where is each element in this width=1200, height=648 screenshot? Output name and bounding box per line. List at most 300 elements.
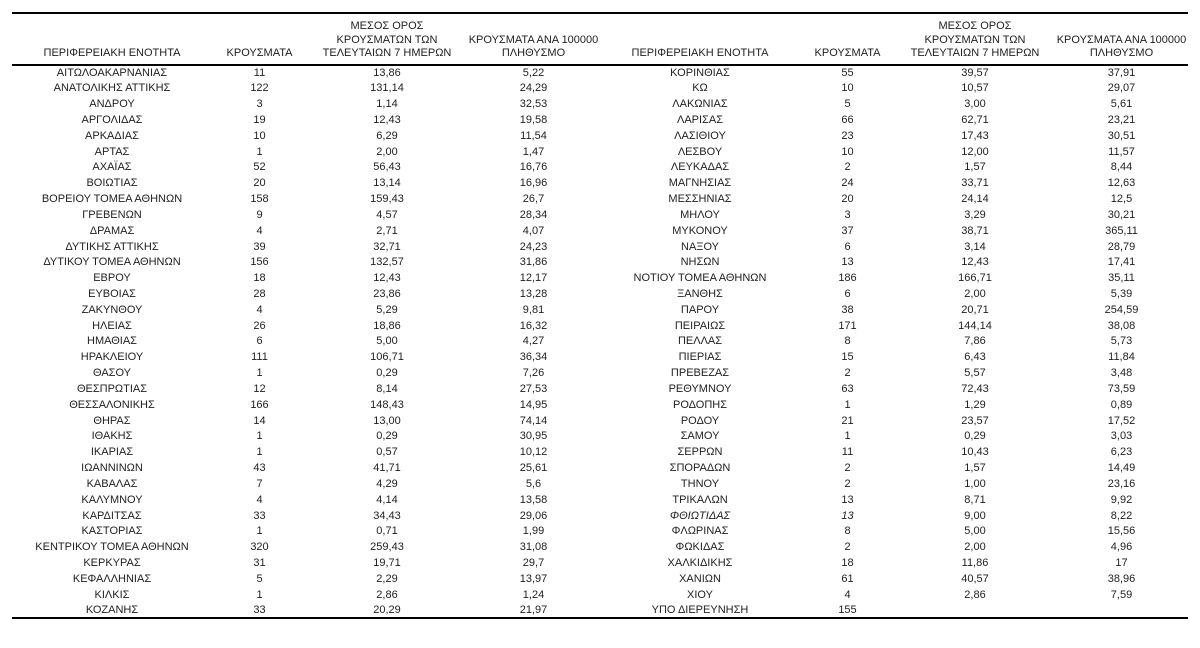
table-row (12, 159, 1188, 175)
table-row (12, 381, 1188, 397)
cases-cell: 1 (256, 367, 263, 380)
cases-cell: 20 (253, 177, 266, 190)
table-row (12, 286, 1188, 302)
region-cell: ΕΒΡΟΥ (93, 272, 131, 285)
cases-cell: 6 (844, 240, 851, 253)
region-cell: ΧΑΝΙΩΝ (679, 572, 721, 585)
region-cell: ΕΥΒΟΙΑΣ (88, 288, 136, 300)
per100k-cell: 16,96 (519, 177, 548, 190)
region-cell: ΠΕΙΡΑΙΩΣ (674, 319, 726, 332)
region-cell: ΚΕΝΤΡΙΚΟΥ ΤΟΜΕΑ ΑΘΗΝΩΝ (35, 541, 189, 554)
table-row (12, 349, 1188, 365)
cases-cell: 18 (253, 272, 266, 285)
per100k-cell: 24,23 (519, 240, 548, 253)
region-cell: ΡΟΔΟΥ (680, 414, 720, 427)
per100k-cell: 23,21 (1107, 113, 1136, 126)
regional-cases-table (12, 12, 1188, 619)
region-cell: ΚΙΛΚΙΣ (94, 588, 130, 601)
region-cell: ΡΕΘΥΜΝΟΥ (668, 382, 732, 395)
avg7-cell: 40,57 (961, 572, 989, 585)
cases-cell: 4 (256, 224, 263, 237)
table-row (12, 603, 1188, 619)
region-cell: ΛΑΣΙΘΙΟΥ (674, 129, 726, 142)
cases-cell: 63 (841, 382, 854, 395)
per100k-cell: 27,53 (519, 382, 548, 395)
region-cell: ΒΟΙΩΤΙΑΣ (86, 177, 138, 190)
region-cell: ΑΝΑΤΟΛΙΚΗΣ ΑΤΤΙΚΗΣ (53, 82, 171, 95)
region-cell: ΠΙΕΡΙΑΣ (678, 351, 722, 364)
avg7-cell: 23,86 (373, 288, 401, 300)
cases-cell: 2 (844, 541, 851, 554)
avg7-cell: 5,00 (376, 335, 398, 348)
per100k-cell: 16,32 (519, 319, 548, 332)
region-cell: ΘΑΣΟΥ (92, 367, 132, 380)
cases-cell: 52 (253, 161, 266, 174)
per100k-cell: 4,27 (522, 335, 545, 348)
cases-cell: 24 (841, 177, 854, 190)
region-cell: ΧΙΟΥ (687, 588, 713, 601)
region-cell: ΑΡΤΑΣ (94, 145, 130, 158)
cases-cell: 3 (256, 98, 263, 111)
avg7-cell: 72,43 (961, 382, 989, 395)
per100k-cell: 3,48 (1110, 367, 1133, 380)
avg7-cell: 12,43 (961, 256, 989, 269)
per100k-cell: 38,96 (1107, 572, 1136, 585)
region-cell: ΙΚΑΡΙΑΣ (90, 446, 134, 459)
column-header (12, 13, 212, 65)
column-header (1055, 13, 1188, 65)
table-row (12, 571, 1188, 587)
cases-cell: 171 (838, 319, 857, 332)
cases-cell: 31 (253, 557, 266, 570)
region-cell: ΗΜΑΘΙΑΣ (87, 335, 137, 348)
avg7-cell: 4,29 (376, 477, 398, 490)
region-cell: ΜΑΓΝΗΣΙΑΣ (668, 177, 732, 190)
cases-cell: 1 (256, 525, 263, 538)
avg7-cell: 2,00 (964, 541, 986, 554)
region-cell: ΚΑΣΤΟΡΙΑΣ (81, 525, 143, 538)
cases-cell: 1 (844, 398, 851, 411)
region-cell: ΘΗΡΑΣ (93, 414, 131, 427)
cases-cell: 1 (844, 430, 851, 443)
region-cell: ΦΩΚΙΔΑΣ (675, 541, 725, 554)
cases-cell: 2 (844, 161, 851, 174)
cases-cell: 39 (253, 240, 266, 253)
per100k-cell: 15,56 (1107, 525, 1136, 538)
regional-cases-table-container (12, 12, 1188, 619)
avg7-cell: 0,29 (376, 430, 398, 443)
region-cell: ΓΡΕΒΕΝΩΝ (82, 208, 142, 221)
per100k-cell: 73,59 (1107, 382, 1136, 395)
avg7-cell: 0,29 (964, 430, 986, 443)
per100k-cell: 11,54 (520, 129, 547, 142)
per100k-cell: 12,17 (519, 272, 548, 285)
region-cell: ΑΡΚΑΔΙΑΣ (85, 129, 139, 142)
avg7-cell: 106,71 (370, 351, 404, 364)
cases-cell: 155 (838, 604, 857, 617)
per100k-cell: 13,97 (519, 572, 548, 585)
region-cell: ΤΗΝΟΥ (680, 477, 720, 490)
cases-cell: 111 (251, 351, 268, 364)
cases-cell: 11 (253, 66, 266, 79)
per100k-cell: 14,49 (1107, 462, 1136, 475)
region-cell: ΘΕΣΣΑΛΟΝΙΚΗΣ (69, 398, 155, 411)
avg7-cell: 0,29 (376, 367, 398, 380)
table-row (12, 112, 1188, 128)
avg7-cell: 41,71 (373, 462, 401, 475)
per100k-cell: 12,5 (1110, 193, 1133, 206)
column-header-line: ΠΛΗΘΥΣΜΟ (1089, 47, 1154, 59)
region-cell: ΔΥΤΙΚΗΣ ΑΤΤΙΚΗΣ (65, 240, 159, 253)
region-cell: ΝΑΞΟΥ (681, 240, 719, 253)
avg7-cell: 4,57 (376, 208, 398, 221)
cases-cell: 1 (256, 430, 263, 443)
region-cell: ΚΕΦΑΛΛΗΝΙΑΣ (72, 572, 152, 585)
cases-cell: 2 (844, 367, 851, 380)
region-cell: ΜΕΣΣΗΝΙΑΣ (668, 193, 732, 206)
per100k-cell: 6,23 (1110, 446, 1133, 459)
per100k-cell: 26,7 (522, 193, 545, 206)
region-cell: ΥΠΟ ΔΙΕΡΕΥΝΗΣΗ (651, 604, 749, 617)
cases-cell: 4 (844, 588, 851, 601)
avg7-cell: 12,43 (373, 272, 401, 285)
per100k-cell: 74,14 (519, 414, 548, 427)
region-cell: ΝΗΣΩΝ (680, 256, 720, 269)
column-header (800, 13, 895, 65)
per100k-cell: 17,41 (1107, 256, 1136, 269)
cases-cell: 6 (844, 288, 851, 300)
table-row (12, 223, 1188, 239)
per100k-cell: 21,97 (519, 604, 548, 617)
cases-cell: 38 (841, 303, 854, 316)
per100k-cell: 32,53 (519, 98, 548, 111)
per100k-cell (1055, 603, 1188, 619)
per100k-cell: 11,57 (1108, 145, 1135, 158)
per100k-cell: 25,61 (519, 462, 548, 475)
per100k-cell: 30,95 (519, 430, 548, 443)
per100k-cell: 38,08 (1107, 319, 1136, 332)
table-row (12, 318, 1188, 334)
region-cell: ΚΩ (692, 82, 708, 95)
cases-cell: 21 (841, 414, 854, 427)
table-row (12, 524, 1188, 540)
region-cell: ΣΠΟΡΑΔΩΝ (669, 462, 731, 475)
region-cell: ΚΑΒΑΛΑΣ (86, 477, 138, 490)
avg7-cell: 1,57 (964, 462, 986, 475)
table-row (12, 207, 1188, 223)
region-cell: ΘΕΣΠΡΩΤΙΑΣ (76, 382, 148, 395)
avg7-cell: 0,71 (376, 525, 398, 538)
avg7-cell: 12,43 (373, 113, 401, 126)
per100k-cell: 5,6 (525, 477, 542, 490)
cases-cell: 320 (250, 541, 269, 554)
per100k-cell: 1,24 (522, 588, 545, 601)
region-cell: ΠΡΕΒΕΖΑΣ (670, 367, 730, 380)
region-cell: ΜΗΛΟΥ (680, 208, 720, 221)
avg7-cell: 2,29 (376, 572, 398, 585)
region-cell: ΖΑΚΥΝΘΟΥ (81, 303, 143, 316)
cases-cell: 33 (253, 604, 266, 617)
avg7-cell: 259,43 (370, 541, 404, 554)
avg7-cell: 7,86 (964, 335, 986, 348)
region-cell: ΦΛΩΡΙΝΑΣ (671, 525, 729, 538)
per100k-cell: 1,99 (522, 525, 545, 538)
avg7-cell: 13,86 (373, 66, 401, 79)
per100k-cell: 9,81 (522, 303, 545, 316)
column-header-line: ΜΕΣΟΣ ΟΡΟΣ (350, 20, 424, 32)
per100k-cell: 37,91 (1107, 66, 1136, 79)
cases-cell: 9 (256, 208, 263, 221)
region-cell: ΚΟΖΑΝΗΣ (85, 604, 139, 617)
column-header-line: ΚΡΟΥΣΜΑΤΩΝ ΤΩΝ (336, 33, 438, 46)
table-row (12, 191, 1188, 207)
per100k-cell: 23,16 (1107, 477, 1136, 490)
cases-cell: 15 (841, 351, 854, 364)
per100k-cell: 7,59 (1110, 588, 1133, 601)
avg7-cell: 4,14 (376, 493, 398, 506)
table-body (12, 65, 1188, 619)
cases-cell: 8 (844, 525, 851, 538)
region-cell: ΒΟΡΕΙΟΥ ΤΟΜΕΑ ΑΘΗΝΩΝ (41, 193, 183, 206)
avg7-cell: 3,14 (964, 240, 986, 253)
avg7-cell: 56,43 (373, 161, 401, 174)
per100k-cell: 10,12 (519, 446, 548, 459)
avg7-cell: 3,29 (964, 208, 986, 221)
avg7-cell: 2,86 (964, 588, 986, 601)
cases-cell: 61 (841, 572, 854, 585)
avg7-cell: 2,86 (376, 588, 398, 601)
cases-cell: 13 (841, 509, 854, 522)
cases-cell: 10 (841, 82, 854, 95)
table-row (12, 144, 1188, 160)
table-row (12, 587, 1188, 603)
per100k-cell: 31,08 (519, 541, 548, 554)
per100k-cell: 5,61 (1110, 98, 1133, 111)
avg7-cell: 5,57 (964, 367, 986, 380)
region-cell: ΗΛΕΙΑΣ (92, 319, 132, 332)
region-cell: ΚΕΡΚΥΡΑΣ (83, 557, 141, 570)
region-cell: ΝΟΤΙΟΥ ΤΟΜΕΑ ΑΘΗΝΩΝ (633, 272, 767, 285)
per100k-cell: 17 (1115, 557, 1128, 570)
cases-cell: 23 (841, 129, 854, 142)
avg7-cell: 62,71 (961, 113, 989, 126)
per100k-cell: 5,22 (522, 66, 545, 79)
region-cell: ΡΟΔΟΠΗΣ (672, 398, 728, 411)
avg7-cell: 132,57 (370, 256, 404, 269)
avg7-cell: 10,43 (961, 446, 989, 459)
avg7-cell: 1,29 (964, 398, 986, 411)
cases-cell: 156 (250, 256, 269, 269)
region-cell: ΣΑΜΟΥ (680, 430, 720, 443)
column-header-line: ΚΡΟΥΣΜΑΤΑ (814, 47, 881, 59)
avg7-cell: 1,14 (376, 98, 398, 111)
avg7-cell: 17,43 (961, 129, 989, 142)
cases-cell: 166 (250, 398, 269, 411)
avg7-cell: 13,00 (373, 414, 401, 427)
table-row (12, 476, 1188, 492)
cases-cell: 1 (256, 446, 263, 459)
column-header-line: ΚΡΟΥΣΜΑΤΩΝ ΤΩΝ (924, 33, 1026, 46)
per100k-cell: 8,22 (1110, 509, 1133, 522)
table-row (12, 65, 1188, 81)
cases-cell: 4 (256, 303, 263, 316)
column-header-line: ΠΕΡΙΦΕΡΕΙΑΚΗ ΕΝΟΤΗΤΑ (631, 47, 769, 59)
per100k-cell: 11,84 (1108, 351, 1135, 364)
per100k-cell: 365,11 (1105, 224, 1138, 237)
table-row (12, 429, 1188, 445)
region-cell: ΛΑΡΙΣΑΣ (676, 113, 723, 126)
per100k-cell: 31,86 (519, 256, 548, 269)
avg7-cell: 2,71 (376, 224, 398, 237)
region-cell: ΠΕΛΛΑΣ (677, 335, 723, 348)
per100k-cell: 29,07 (1107, 82, 1136, 95)
cases-cell: 12 (253, 382, 266, 395)
table-header (12, 13, 1188, 65)
per100k-cell: 14,95 (519, 398, 548, 411)
table-row (12, 508, 1188, 524)
header-row (12, 13, 1188, 65)
cases-cell: 1 (256, 588, 263, 601)
region-cell: ΠΑΡΟΥ (680, 303, 720, 316)
per100k-cell: 1,47 (522, 145, 545, 158)
per100k-cell: 24,29 (519, 82, 548, 95)
table-row (12, 96, 1188, 112)
avg7-cell: 0,57 (376, 446, 398, 459)
avg7-cell: 8,14 (376, 382, 398, 395)
table-row (12, 80, 1188, 96)
cases-cell: 10 (841, 145, 854, 158)
region-cell: ΤΡΙΚΑΛΩΝ (672, 493, 728, 506)
avg7-cell: 33,71 (961, 177, 989, 190)
cases-cell: 1 (256, 145, 263, 158)
region-cell: ΔΡΑΜΑΣ (89, 224, 135, 237)
column-header (307, 13, 467, 65)
column-header-line: ΤΕΛΕΥΤΑΙΩΝ 7 ΗΜΕΡΩΝ (322, 47, 452, 59)
per100k-cell: 254,59 (1104, 303, 1139, 316)
avg7-cell: 3,00 (964, 98, 986, 111)
avg7-cell: 5,00 (964, 525, 986, 538)
per100k-cell: 5,39 (1110, 288, 1133, 300)
region-cell: ΚΑΛΥΜΝΟΥ (81, 493, 143, 506)
column-header-line: ΠΕΡΙΦΕΡΕΙΑΚΗ ΕΝΟΤΗΤΑ (43, 47, 181, 59)
cases-cell: 11 (841, 446, 854, 459)
table-row (12, 492, 1188, 508)
avg7-cell: 34,43 (373, 509, 401, 522)
column-header-line: ΚΡΟΥΣΜΑΤΑ (226, 47, 293, 59)
cases-cell: 5 (844, 98, 851, 111)
cases-cell: 28 (253, 288, 266, 300)
cases-cell: 3 (844, 208, 851, 221)
cases-cell: 186 (838, 272, 857, 285)
avg7-cell: 32,71 (373, 240, 401, 253)
region-cell: ΛΑΚΩΝΙΑΣ (672, 98, 728, 111)
table-row (12, 413, 1188, 429)
cases-cell: 14 (253, 414, 266, 427)
column-header-line: ΜΕΣΟΣ ΟΡΟΣ (938, 20, 1012, 32)
per100k-cell: 29,06 (519, 509, 548, 522)
avg7-cell: 6,43 (964, 351, 986, 364)
per100k-cell: 0,89 (1110, 398, 1133, 411)
table-row (12, 444, 1188, 460)
avg7-cell: 131,14 (370, 82, 404, 95)
column-header-line: ΠΛΗΘΥΣΜΟ (501, 47, 566, 59)
cases-cell: 158 (250, 193, 269, 206)
avg7-cell: 24,14 (961, 193, 989, 206)
column-header-line: ΚΡΟΥΣΜΑΤΑ ΑΝΑ 100000 (468, 33, 599, 46)
avg7-cell: 1,00 (964, 477, 986, 490)
table-row (12, 270, 1188, 286)
avg7-cell: 9,00 (964, 509, 986, 522)
per100k-cell: 8,44 (1110, 161, 1133, 174)
table-row (12, 175, 1188, 191)
per100k-cell: 19,58 (519, 113, 548, 126)
per100k-cell: 36,34 (519, 351, 548, 364)
cases-cell: 10 (253, 129, 266, 142)
region-cell: ΚΑΡΔΙΤΣΑΣ (82, 509, 142, 522)
cases-cell: 20 (841, 193, 854, 206)
avg7-cell: 39,57 (961, 66, 989, 79)
table-row (12, 555, 1188, 571)
column-header-line: ΤΕΛΕΥΤΑΙΩΝ 7 ΗΜΕΡΩΝ (910, 47, 1040, 59)
per100k-cell: 28,34 (519, 208, 548, 221)
avg7-cell: 20,71 (961, 303, 989, 316)
cases-cell: 6 (256, 335, 263, 348)
cases-cell: 26 (253, 319, 266, 332)
cases-cell: 122 (250, 82, 269, 95)
region-cell: ΑΙΤΩΛΟΑΚΑΡΝΑΝΙΑΣ (56, 66, 168, 79)
per100k-cell: 5,73 (1110, 335, 1133, 348)
avg7-cell: 10,57 (961, 82, 989, 95)
table-row (12, 254, 1188, 270)
per100k-cell: 4,07 (522, 224, 545, 237)
avg7-cell: 5,29 (376, 303, 398, 316)
per100k-cell: 13,28 (519, 288, 548, 300)
cases-cell: 18 (841, 557, 854, 570)
table-row (12, 460, 1188, 476)
avg7-cell: 148,43 (370, 398, 404, 411)
avg7-cell: 19,71 (373, 557, 401, 570)
cases-cell: 2 (844, 477, 851, 490)
avg7-cell: 12,00 (961, 145, 989, 158)
avg7-cell: 1,57 (964, 161, 986, 174)
avg7-cell: 8,71 (964, 493, 986, 506)
avg7-cell: 166,71 (958, 272, 992, 285)
table-row (12, 302, 1188, 318)
cases-cell: 8 (844, 335, 851, 348)
column-header-line: ΚΡΟΥΣΜΑΤΑ ΑΝΑ 100000 (1056, 33, 1187, 46)
per100k-cell: 35,11 (1108, 272, 1135, 285)
cases-cell: 5 (256, 572, 263, 585)
region-cell: ΙΘΑΚΗΣ (91, 430, 133, 443)
region-cell: ΞΑΝΘΗΣ (677, 288, 723, 300)
cases-cell: 66 (841, 113, 854, 126)
cases-cell: 13 (841, 493, 854, 506)
region-cell: ΛΕΥΚΑΔΑΣ (670, 161, 730, 174)
table-row (12, 334, 1188, 350)
avg7-cell: 6,29 (376, 129, 398, 142)
avg7-cell: 13,14 (373, 177, 401, 190)
region-cell: ΣΕΡΡΩΝ (677, 446, 723, 459)
avg7-cell: 23,57 (961, 414, 989, 427)
per100k-cell: 29,7 (522, 557, 545, 570)
table-row (12, 128, 1188, 144)
cases-cell: 33 (253, 509, 266, 522)
cases-cell: 7 (256, 477, 263, 490)
region-cell: ΚΟΡΙΝΘΙΑΣ (670, 66, 730, 79)
cases-cell: 2 (844, 462, 851, 475)
avg7-cell: 18,86 (373, 319, 401, 332)
per100k-cell: 4,96 (1110, 541, 1133, 554)
